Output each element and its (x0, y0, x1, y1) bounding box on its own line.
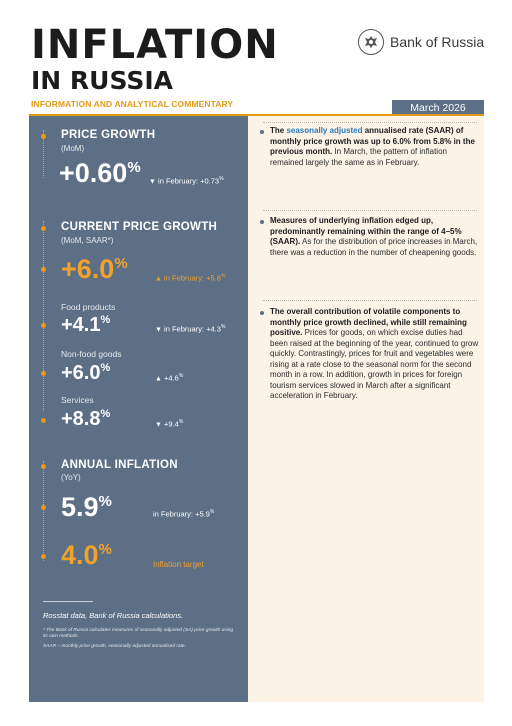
bullet-dot (41, 323, 46, 328)
commentary-paragraph-1: The seasonally adjusted annualised rate (SAAR) of monthly price growth was up to 6.0% from 5.8% in the previous month. In March, the pattern of inflation remained largely the same as in February. (270, 126, 475, 167)
indicators-panel (29, 116, 248, 702)
page-title-line2: IN RUSSIA (31, 66, 174, 95)
current-price-growth-value: +6.0% (61, 254, 128, 284)
current-price-growth-subtitle: (MoM, SAAR*) (61, 236, 114, 245)
source-note: Rosstat data, Bank of Russia calculations. (43, 611, 184, 620)
food-products-note: ▼ in February: +4.3% (155, 324, 226, 334)
footnote-saar: SAAR – monthly price growth, seasonally adjusted annualised rate. (43, 644, 186, 649)
eagle-emblem-icon (358, 29, 384, 55)
annual-inflation-subtitle: (YoY) (61, 473, 81, 482)
bullet-dot (260, 130, 264, 134)
price-growth-note: ▼ in February: +0.73% (149, 176, 224, 186)
non-food-goods-note: ▲ +4.6% (155, 373, 184, 383)
bullet-dot (41, 371, 46, 376)
bullet-dot (41, 134, 46, 139)
inflation-target-value: 4.0% (61, 540, 112, 570)
bank-logo (358, 29, 484, 55)
commentary-divider (263, 300, 477, 301)
bullet-dot (41, 505, 46, 510)
services-value: +8.8% (61, 408, 111, 430)
price-growth-subtitle: (MoM) (61, 144, 85, 153)
commentary-divider (263, 122, 477, 123)
inflation-target-label: Inflation target (153, 560, 204, 569)
bullet-dot (41, 418, 46, 423)
current-price-growth-title: CURRENT PRICE GROWTH (61, 221, 218, 233)
bullet-dot (41, 267, 46, 272)
commentary-paragraph-3: The overall contribution of volatile components to monthly price growth declined, while still remaining positive. Prices for goods, on which excise duties had been raised at the beginning of the year, continued to grow quickly. Contrastingly, prices for fruit and vegetables were rising at a rate close to the seasonal norm for the second month in a row. In addition, growth in prices for foreign tourism services slowed in March after a significant acceleration in February. (270, 307, 479, 401)
bullet-dot (260, 220, 264, 224)
commentary-paragraph-2: Measures of underlying inflation edged up, predominantly remaining within the range of 4–5% (SAAR). As for the distribution of price increases in March, there was a reduction in the number of cheapening goods. (270, 216, 478, 257)
non-food-goods-label: Non-food goods (61, 349, 122, 359)
guide-line (43, 221, 44, 411)
services-label: Services (61, 395, 94, 405)
page-title: INFLATION (31, 22, 279, 68)
footnote-sa: * The Bank of Russia calculates measures of seasonally adjusted (SA) price growth using its own methods. (43, 628, 234, 640)
commentary-divider (263, 210, 477, 211)
food-products-label: Food products (61, 302, 116, 312)
price-growth-value: +0.60% (59, 158, 141, 188)
annual-inflation-title: ANNUAL INFLATION (61, 459, 178, 471)
guide-line (43, 461, 44, 561)
price-growth-title: PRICE GROWTH (61, 129, 156, 141)
bullet-dot (260, 311, 264, 315)
food-products-value: +4.1% (61, 314, 111, 336)
bullet-dot (41, 554, 46, 559)
annual-inflation-value: 5.9% (61, 492, 112, 522)
services-note: ▼ +9.4% (155, 419, 184, 429)
org-name: Bank of Russia (390, 34, 485, 50)
date-badge: March 2026 (392, 100, 484, 115)
bullet-dot (41, 226, 46, 231)
bullet-dot (41, 464, 46, 469)
annual-inflation-note: in February: +5.9% (153, 509, 215, 519)
source-divider (43, 601, 93, 602)
commentary-panel (248, 116, 484, 702)
current-price-growth-note: ▲ in February: +5.8% (155, 273, 226, 283)
page-subtitle: INFORMATION AND ANALYTICAL COMMENTARY (31, 99, 234, 109)
non-food-goods-value: +6.0% (61, 362, 111, 384)
seasonally-adjusted-link[interactable]: seasonally adjusted (286, 126, 363, 135)
